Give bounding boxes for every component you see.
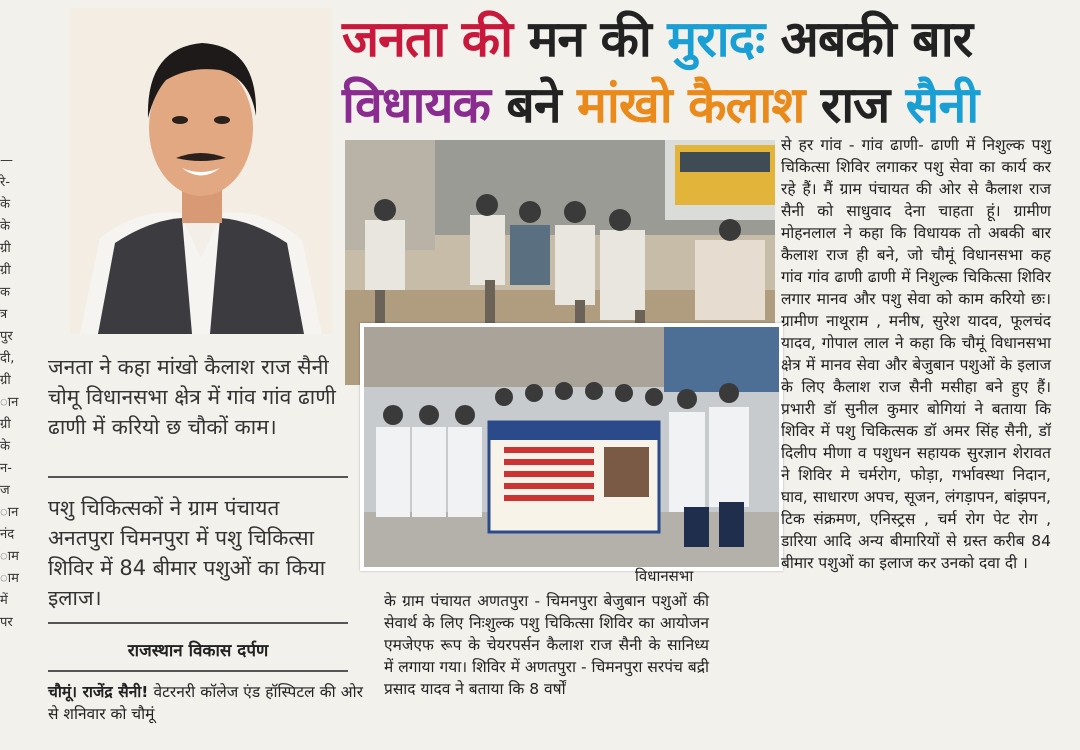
article-text-col1: वेटरनरी कॉलेज एंड हॉस्पिटल की ओर से शनिवार को चौमूं	[48, 683, 363, 723]
article-column-1	[48, 681, 363, 725]
edge-fragment: क	[0, 285, 10, 300]
camp-group-photo	[360, 323, 783, 571]
headline	[342, 6, 1077, 138]
edge-fragment: ाम	[0, 571, 19, 586]
article-column-2: के ग्राम पंचायत अणतपुरा - चिमनपुरा बेजुबान पशुओं की सेवार्थ के लिए निःशुल्क पशु चिकित्सा शिविर का आयोजन एमजेएफ रूप के चेयरपर्सन कैलाश राज सैनी के सानिध्य में लगाया गया। शिविर में अणतपुरा - चिमनपुरा सरपंच बद्री प्रसाद यादव ने बताया कि 8 वर्षों	[384, 592, 709, 698]
edge-fragment: ाम	[0, 549, 19, 564]
dateline: चौमूं। राजेंद्र सैनी!	[48, 683, 149, 701]
article-column-3: से हर गांव - गांव ढाणी- ढाणी में निशुल्क पशु चिकित्सा शिविर लगाकर पशु सेवा का कार्य कर रहे हैं। मैं ग्राम पंचायत की ओर से कैलाश राज सैनी को साधुवाद देना चाहता हूं। ग्रामीण मोहनलाल ने कहा कि विधायक तो अबकी बार कैलाश राज ही बने, जो चौमूं विधानसभा कह गांव गांव ढाणी ढाणी में निशुल्क चिकित्सा शिविर लगार मानव और पशु सेवा को काम करियो छः। ग्रामीण नाथूराम , मनीष, सुरेश यादव, फूलचंद यादव, गोपाल लाल ने कहा कि चौमूं विधानसभा क्षेत्र में मानव सेवा और बेजुबान पशुओं के इलाज के लिए कैलाश राज सैनी मसीहा बने हुए हैं। प्रभारी डॉ सुनील कुमार बोगियां ने बताया कि शिविर में पशु चिकित्सक डॉ अमर सिंह सैनी, डॉ दिलीप मीणा व पशुधन सहायक सुरज्ञान शेरावत ने शिविर मे चर्मरोग, फोड़ा, गर्भावस्था निदान, घाव, साधारण अपच, सूजन, लंगड़ापन, बांझपन, टिक संक्रमण, एनिस्ट्रस , चर्म रोग पेट रोग , डारिया आदि अन्य बीमारियों से ग्रस्त करीब 84 बीमार पशुओं का इलाज कर उनको दवा दी ।	[781, 136, 1051, 572]
edge-fragment: त्र	[0, 307, 8, 322]
edge-fragment: ज	[0, 483, 10, 498]
article-column-2-top-word: विधानसभा	[635, 567, 694, 585]
edge-fragment: दी,	[0, 351, 15, 366]
edge-fragment: पर	[0, 615, 13, 630]
edge-fragment: में	[0, 593, 8, 608]
pull-quote-1: जनता ने कहा मांखो कैलाश राज सैनी चोमू विधानसभा क्षेत्र में गांव गांव ढाणी ढाणी में करियो छ चौकों काम।	[48, 355, 336, 439]
headline-line-1: जनता की मन की मुरादः अबकी बार	[342, 10, 973, 68]
divider	[48, 622, 348, 624]
edge-fragment: ग्री	[0, 417, 11, 432]
edge-fragment: के	[0, 219, 10, 234]
portrait-photo	[70, 8, 332, 334]
edge-fragment: ान	[0, 395, 19, 410]
edge-fragment: के	[0, 197, 10, 212]
edge-fragment: नंद	[0, 527, 15, 542]
edge-fragment: ग्री	[0, 241, 11, 256]
edge-fragment: पुर	[0, 329, 13, 344]
edge-fragment: —	[0, 153, 13, 168]
edge-fragment: ग्री	[0, 373, 11, 388]
edge-fragment: ान	[0, 505, 19, 520]
byline: राजस्थान विकास दर्पण	[127, 641, 269, 661]
edge-fragment: ग्री	[0, 263, 11, 278]
left-edge-column	[0, 150, 22, 710]
headline-line-2: विधायक बने मांखो कैलाश राज सैनी	[342, 76, 979, 134]
edge-fragment: के	[0, 439, 10, 454]
edge-fragment: रे-	[0, 175, 11, 190]
pull-quote-2: पशु चिकित्सकों ने ग्राम पंचायत अनतपुरा चिमनपुरा में पशु चिकित्सा शिविर में 84 बीमार पशुओं का किया इलाज।	[48, 496, 326, 610]
edge-fragment: न-	[0, 461, 12, 476]
divider	[48, 476, 348, 478]
divider	[48, 670, 348, 672]
